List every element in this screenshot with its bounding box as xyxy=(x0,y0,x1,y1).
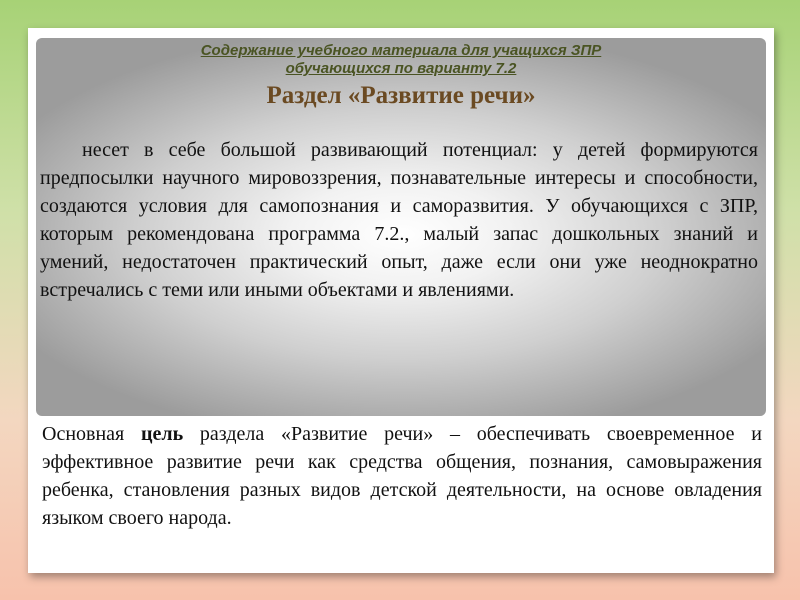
subtitle-line-1: Содержание учебного материала для учащихся ЗПР xyxy=(200,42,602,59)
goal-suffix: раздела «Развитие речи» – обеспечивать своевременное и эффективное развитие речи как средства общения, познания, самовыражения ребенка, становления разных видов детской деятельности, на основе овладения языком своего народа. xyxy=(42,423,762,529)
slide-card xyxy=(28,28,774,573)
goal-keyword: цель xyxy=(140,423,184,445)
goal-prefix: Основная xyxy=(42,423,141,445)
slide-title: Раздел «Развитие речи» xyxy=(266,82,536,109)
body-paragraph: несет в себе большой развивающий потенциал: у детей формируются предпосылки научного мировоззрения, познавательные интересы и способности, создаются условия для самопознания и саморазвития. У обучающихся с ЗПР, которым рекомендована программа 7.2., малый запас дошкольных знаний и умений, недостаточен практический опыт, даже если они уже неоднократно встречались с теми или иными объектами и явлениями. xyxy=(40,139,758,301)
goal-paragraph xyxy=(42,420,762,532)
slide-subtitle xyxy=(28,42,774,78)
subtitle-line-2: обучающихся по варианту 7.2 xyxy=(285,60,517,77)
